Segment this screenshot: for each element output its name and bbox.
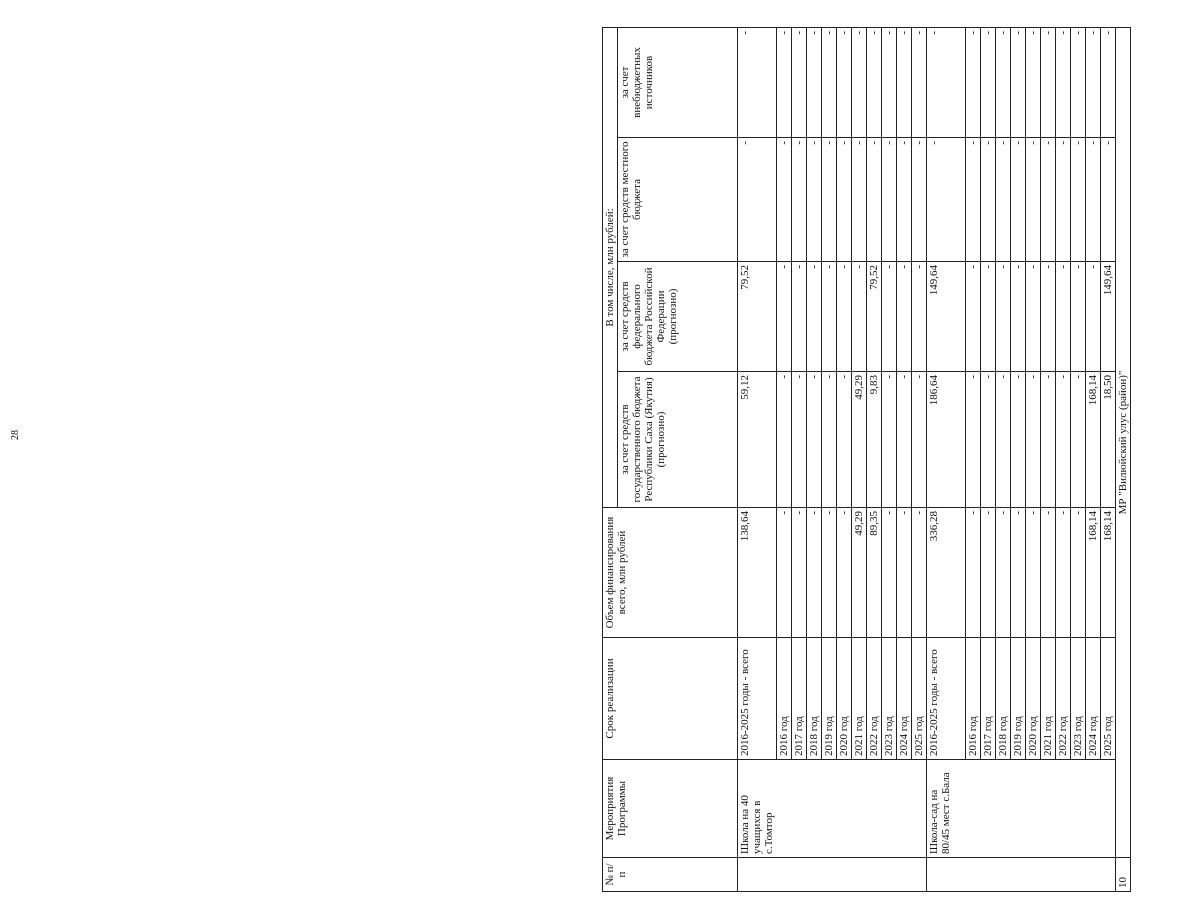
cell-extra: - (966, 27, 981, 137)
cell-total: 336,28 (927, 508, 966, 638)
cell-extra: - (807, 27, 822, 137)
rotated-page (602, 28, 1180, 892)
cell-federal: - (822, 262, 837, 372)
cell-republic: - (837, 372, 852, 508)
cell-extra: - (1101, 27, 1116, 137)
row-period: 2019 год (1011, 638, 1026, 760)
table-row (1116, 27, 1131, 891)
row-period: 2025 год (1101, 638, 1116, 760)
row-period: 2024 год (1086, 638, 1101, 760)
cell-republic: - (996, 372, 1011, 508)
cell-extra: - (996, 27, 1011, 137)
cell-federal: - (837, 262, 852, 372)
row-period: 2025 год (912, 638, 927, 760)
cell-federal: - (852, 262, 867, 372)
cell-republic: 49,29 (852, 372, 867, 508)
cell-local: - (927, 138, 966, 262)
cell-extra: - (927, 27, 966, 137)
cell-federal: 149,64 (927, 262, 966, 372)
cell-extra: - (1056, 27, 1071, 137)
cell-federal: 79,52 (867, 262, 882, 372)
cell-federal: - (1011, 262, 1026, 372)
header-total: Объем финансирования всего, млн рублей (603, 508, 738, 638)
header-event: Мероприятия Программы (603, 760, 738, 858)
cell-extra: - (1041, 27, 1056, 137)
table-row (738, 27, 777, 891)
header-period: Срок реализации (603, 638, 738, 760)
cell-republic: - (792, 372, 807, 508)
cell-total: - (1071, 508, 1086, 638)
cell-republic: - (807, 372, 822, 508)
cell-federal: - (981, 262, 996, 372)
cell-local: - (981, 138, 996, 262)
project-name: Школа-сад на 80/45 мест с.Бала (927, 760, 1116, 858)
cell-total: - (1026, 508, 1041, 638)
cell-extra: - (882, 27, 897, 137)
cell-local: - (867, 138, 882, 262)
cell-local: - (807, 138, 822, 262)
cell-republic: 168,14 (1086, 372, 1101, 508)
cell-total: - (807, 508, 822, 638)
cell-republic: - (912, 372, 927, 508)
row-period: 2021 год (852, 638, 867, 760)
cell-total: - (1011, 508, 1026, 638)
cell-total: - (1041, 508, 1056, 638)
cell-total: - (777, 508, 792, 638)
cell-local: - (966, 138, 981, 262)
row-period: 2017 год (792, 638, 807, 760)
cell-federal: - (882, 262, 897, 372)
row-period: 2016-2025 годы - всего (738, 638, 777, 760)
row-period: 2016 год (777, 638, 792, 760)
section-title: МР "Вилюйский улус (район)" (1116, 27, 1131, 857)
row-period: 2022 год (1056, 638, 1071, 760)
header-including: В том числе, млн рублей: (603, 27, 618, 507)
row-num: 10 (1116, 858, 1131, 892)
row-period: 2021 год (1041, 638, 1056, 760)
cell-local: - (1026, 138, 1041, 262)
cell-extra: - (1011, 27, 1026, 137)
cell-federal: - (807, 262, 822, 372)
cell-extra: - (1071, 27, 1086, 137)
cell-extra: - (1086, 27, 1101, 137)
cell-republic: - (981, 372, 996, 508)
row-period: 2016 год (966, 638, 981, 760)
cell-local: - (837, 138, 852, 262)
cell-local: - (822, 138, 837, 262)
page-number: 28 (10, 430, 21, 440)
cell-federal: - (1071, 262, 1086, 372)
cell-extra: - (837, 27, 852, 137)
cell-extra: - (912, 27, 927, 137)
cell-local: - (882, 138, 897, 262)
project-name: Школа на 40 учащихся в с.Томтор (738, 760, 927, 858)
cell-total: - (822, 508, 837, 638)
cell-extra: - (867, 27, 882, 137)
cell-total: - (882, 508, 897, 638)
cell-total: - (912, 508, 927, 638)
row-period: 2020 год (1026, 638, 1041, 760)
cell-federal: - (777, 262, 792, 372)
cell-republic: - (1011, 372, 1026, 508)
cell-federal: 79,52 (738, 262, 777, 372)
header-extra: за счет внебюджетных источников (618, 27, 738, 137)
cell-federal: - (792, 262, 807, 372)
row-period: 2016-2025 годы - всего (927, 638, 966, 760)
cell-federal: - (1056, 262, 1071, 372)
cell-federal: - (966, 262, 981, 372)
cell-local: - (1101, 138, 1116, 262)
cell-total: - (897, 508, 912, 638)
row-period: 2020 год (837, 638, 852, 760)
cell-total: 168,14 (1101, 508, 1116, 638)
cell-extra: - (981, 27, 996, 137)
cell-local: - (1071, 138, 1086, 262)
cell-federal: - (1041, 262, 1056, 372)
cell-local: - (738, 138, 777, 262)
cell-local: - (996, 138, 1011, 262)
cell-republic: - (1056, 372, 1071, 508)
cell-republic: - (777, 372, 792, 508)
cell-local: - (1041, 138, 1056, 262)
cell-extra: - (777, 27, 792, 137)
cell-federal: - (912, 262, 927, 372)
cell-total: - (1056, 508, 1071, 638)
row-period: 2022 год (867, 638, 882, 760)
cell-federal: - (897, 262, 912, 372)
cell-federal: - (1026, 262, 1041, 372)
cell-republic: - (882, 372, 897, 508)
cell-extra: - (897, 27, 912, 137)
row-period: 2019 год (822, 638, 837, 760)
cell-total: - (837, 508, 852, 638)
row-num (927, 858, 1116, 892)
cell-local: - (912, 138, 927, 262)
cell-total: - (996, 508, 1011, 638)
row-period: 2023 год (1071, 638, 1086, 760)
header-federal: за счет средств федерального бюджета Российской Федерации (прогнозно) (618, 262, 738, 372)
cell-republic: - (1026, 372, 1041, 508)
cell-total: - (792, 508, 807, 638)
cell-extra: - (1026, 27, 1041, 137)
row-period: 2018 год (996, 638, 1011, 760)
cell-local: - (1011, 138, 1026, 262)
cell-total: - (966, 508, 981, 638)
cell-local: - (852, 138, 867, 262)
cell-local: - (792, 138, 807, 262)
cell-extra: - (792, 27, 807, 137)
cell-local: - (1086, 138, 1101, 262)
cell-local: - (897, 138, 912, 262)
table-row (927, 27, 966, 891)
header-republic: за счет средств государственного бюджета Республики Саха (Якутия) (прогнозно) (618, 372, 738, 508)
cell-republic: 9,83 (867, 372, 882, 508)
cell-republic: - (897, 372, 912, 508)
header-local: за счет средств местного бюджета (618, 138, 738, 262)
cell-republic: - (1041, 372, 1056, 508)
row-period: 2023 год (882, 638, 897, 760)
cell-total: 138,64 (738, 508, 777, 638)
cell-republic: - (1071, 372, 1086, 508)
row-period: 2024 год (897, 638, 912, 760)
cell-federal: 149,64 (1101, 262, 1116, 372)
header-num: № п/п (603, 858, 738, 892)
cell-local: - (777, 138, 792, 262)
cell-extra: - (852, 27, 867, 137)
row-period: 2017 год (981, 638, 996, 760)
cell-total: 168,14 (1086, 508, 1101, 638)
cell-republic: - (822, 372, 837, 508)
row-num (738, 858, 927, 892)
cell-republic: - (966, 372, 981, 508)
cell-republic: 18,50 (1101, 372, 1116, 508)
cell-federal: - (1086, 262, 1101, 372)
cell-total: - (981, 508, 996, 638)
cell-republic: 186,64 (927, 372, 966, 508)
cell-federal: - (996, 262, 1011, 372)
row-period: 2018 год (807, 638, 822, 760)
financing-table (602, 27, 1131, 892)
cell-local: - (1056, 138, 1071, 262)
cell-extra: - (738, 27, 777, 137)
cell-extra: - (822, 27, 837, 137)
cell-total: 49,29 (852, 508, 867, 638)
cell-total: 89,35 (867, 508, 882, 638)
cell-republic: 59,12 (738, 372, 777, 508)
